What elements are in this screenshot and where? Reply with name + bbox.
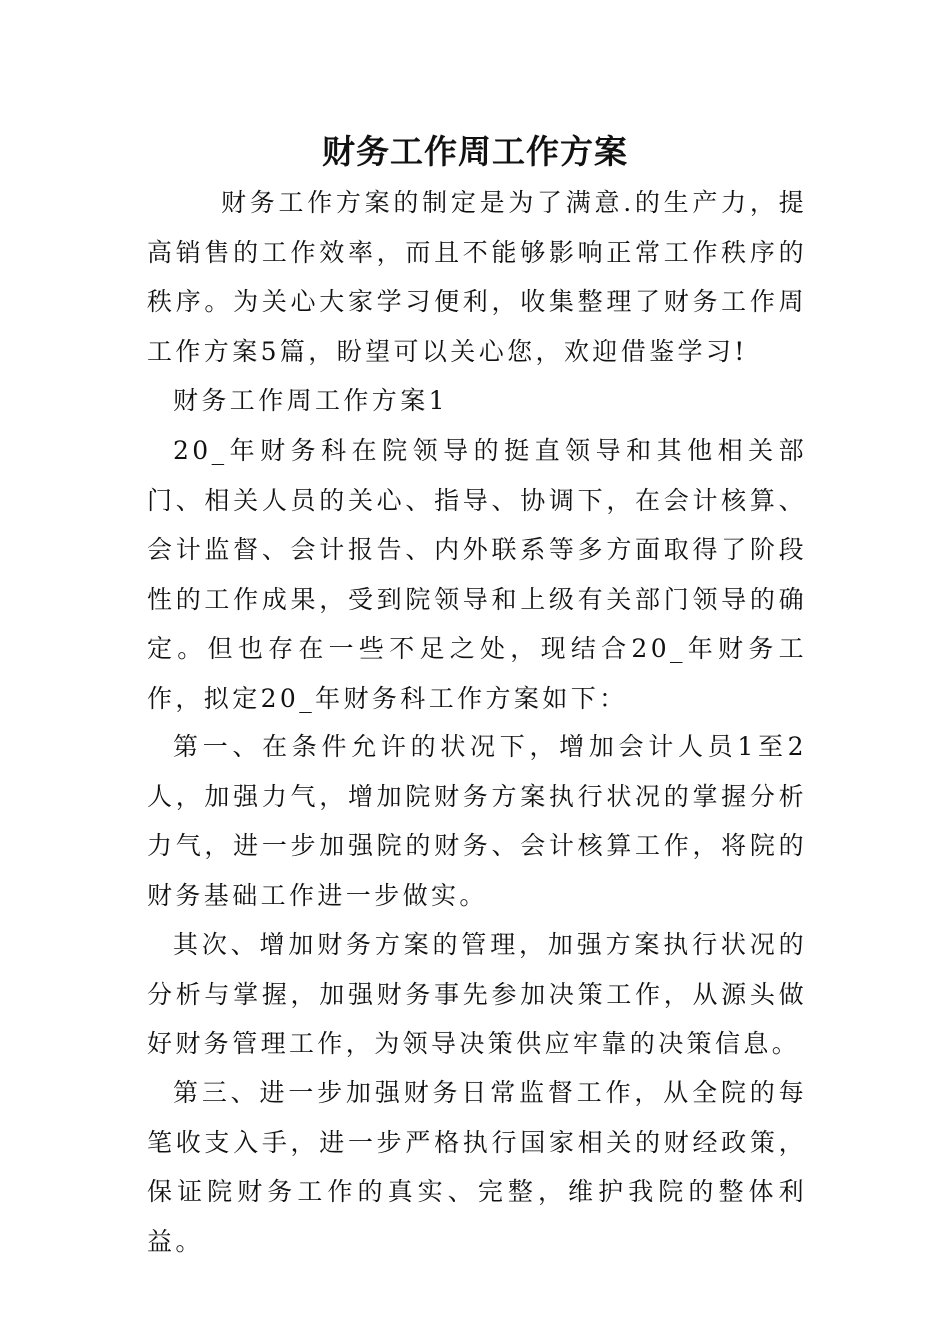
section-heading: 财务工作周工作方案1 [173,386,448,415]
document-title: 财务工作周工作方案 [322,132,628,171]
body-paragraph: 第三、进一步加强财务日常监督工作，从全院的每笔收支入手，进一步严格执行国家相关的财经政策，保证院财务工作的真实、完整，维护我院的整体利益。 [147,1078,807,1256]
intro-paragraph: 财务工作方案的制定是为了满意.的生产力，提高销售的工作效率，而且不能够影响正常工作秩序的秩序。为关心大家学习便利，收集整理了财务工作周工作方案5篇，盼望可以关心您，欢迎借鉴学习! [147,188,807,366]
body-paragraph: 第一、在条件允许的状况下，增加会计人员1至2人，加强力气，增加院财务方案执行状况的掌握分析力气，进一步加强院的财务、会计核算工作，将院的财务基础工作进一步做实。 [147,732,807,910]
body-paragraph: 其次、增加财务方案的管理，加强方案执行状况的分析与掌握，加强财务事先参加决策工作，从源头做好财务管理工作，为领导决策供应牢靠的决策信息。 [147,930,807,1058]
body-paragraph: 20_年财务科在院领导的挺直领导和其他相关部门、相关人员的关心、指导、协调下，在会计核算、会计监督、会计报告、内外联系等多方面取得了阶段性的工作成果，受到院领导和上级有关部门领导的确定。但也存在一些不足之处，现结合20_年财务工作，拟定20_年财务科工作方案如下： [147,436,807,713]
